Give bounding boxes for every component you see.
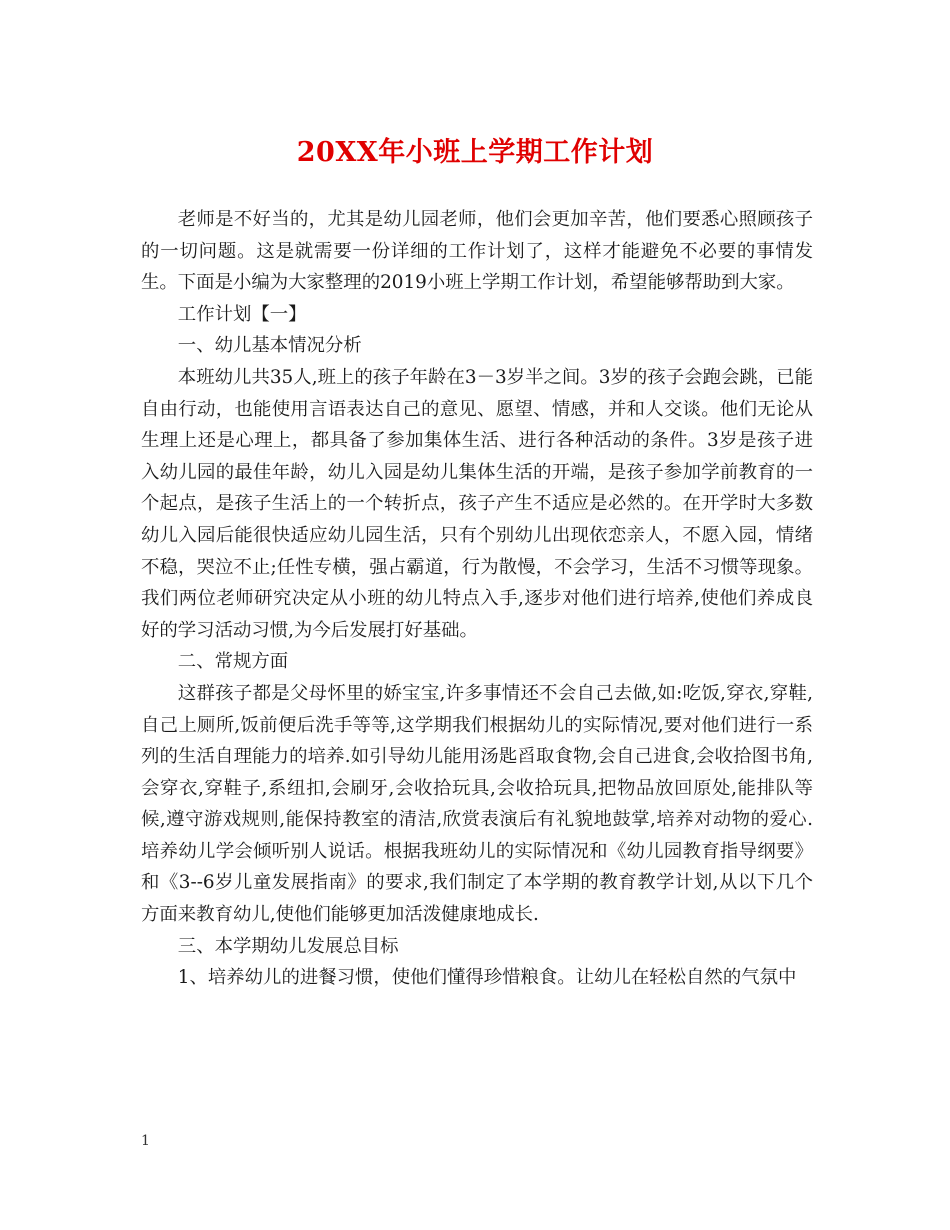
section-heading-2: 二、常规方面 xyxy=(177,651,289,673)
section-paragraph-3: 1、培养幼儿的进餐习惯，使他们懂得珍惜粮食。让幼儿在轻松自然的气氛中 xyxy=(177,967,797,989)
section-paragraph-1: 本班幼儿共35人,班上的孩子年龄在3－3岁半之间。3岁的孩子会跑会跳，已能自由行动，也能使用言语表达自己的意见、愿望、情感，并和人交谈。他们无论从生理上还是心理上，都具备了参加集体生活、进行各种活动的条件。3岁是孩子进入幼儿园的最佳年龄，幼儿入园是幼儿集体生活的开端，是孩子参加学前教育的一个起点，是孩子生活上的一个转折点，孩子产生不适应是必然的。在开学时大多数幼儿入园后能很快适应幼儿园生活，只有个别幼儿出现依恋亲人，不愿入园，情绪不稳，哭泣不止;任性专横，强占霸道，行为散慢，不会学习，生活不习惯等现象。我们两位老师研究决定从小班的幼儿特点入手,逐步对他们进行培养,使他们养成良好的学习活动习惯,为今后发展打好基础。 xyxy=(141,366,813,641)
section-paragraph-2: 这群孩子都是父母怀里的娇宝宝,许多事情还不会自己去做,如:吃饭,穿衣,穿鞋,自己上厕所,饭前便后洗手等等,这学期我们根据幼儿的实际情况,要对他们进行一系列的生活自理能力的培养.如引导幼儿能用汤匙舀取食物,会自己进食,会收拾图书角,会穿衣,穿鞋子,系纽扣,会刷牙,会收拾玩具,会收拾玩具,把物品放回原处,能排队等候,遵守游戏规则,能保持教室的清洁,欣赏表演后有礼貌地鼓掌,培养对动物的爱心.培养幼儿学会倾听别人说话。根据我班幼儿的实际情况和《幼儿园教育指导纲要》和《3--6岁儿童发展指南》的要求,我们制定了本学期的教育教学计划,从以下几个方面来教育幼儿,使他们能够更加活泼健康地成长. xyxy=(141,682,813,926)
section-heading-1: 一、幼儿基本情况分析 xyxy=(177,335,362,357)
page-number: 1 xyxy=(141,1133,150,1149)
plan-heading: 工作计划【一】 xyxy=(177,303,307,325)
document-title: 20XX年小班上学期工作计划 xyxy=(296,137,654,168)
section-heading-3: 三、本学期幼儿发展总目标 xyxy=(177,935,399,957)
intro-paragraph: 老师是不好当的，尤其是幼儿园老师，他们会更加辛苦，他们要悉心照顾孩子的一切问题。这是就需要一份详细的工作计划了，这样才能避免不必要的事情发生。下面是小编为大家整理的2019小班上学期工作计划，希望能够帮助到大家。 xyxy=(141,209,813,294)
document-body xyxy=(141,204,813,994)
